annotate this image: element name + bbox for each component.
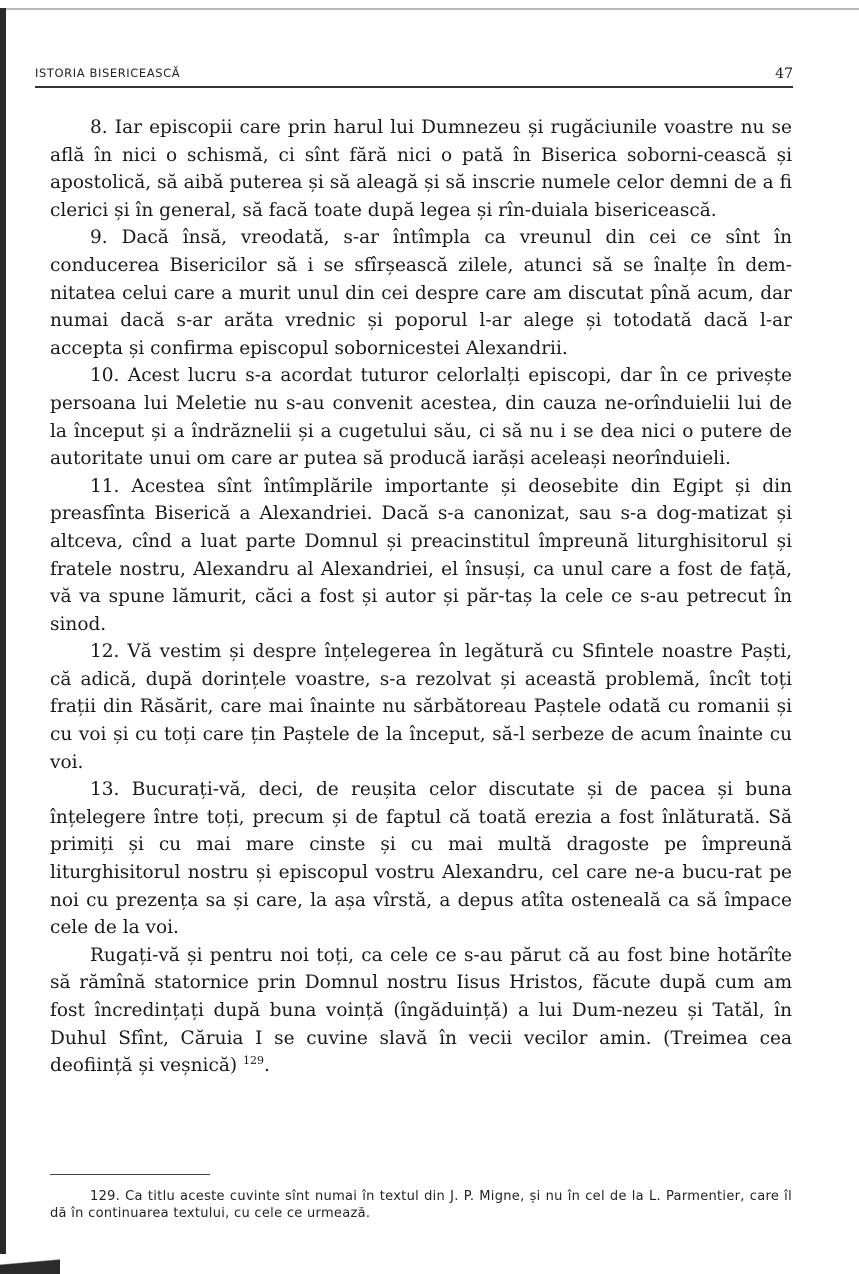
book-spine-shadow xyxy=(0,8,6,1270)
closing-text: Rugați-vă și pentru noi toți, ca cele ce s-au părut că au fost bine hotărîte să rămînă statornice prin Domnul nostru Iisus Hristos, făcute după cum am fost încredințați după buna voință (îngăduință) a lui Dum-nezeu și Tatăl, în Duhul Sfînt, Căruia I se cuvine slavă în vecii vecilor amin. (Treimea cea deoființă și veșnică) xyxy=(50,944,792,1077)
footnote-129: 129. Ca titlu aceste cuvinte sînt numai în textul din J. P. Migne, și nu în cel de la L. Parmentier, care îl dă în continuarea textului, cu cele ce urmează. xyxy=(50,1189,792,1221)
paragraph-12: 12. Vă vestim și despre înțelegerea în legătură cu Sfintele noastre Paști, că adică, după dorințele voastre, s-a rezolvat și această problemă, încît toți frații din Răsărit, care mai înainte nu sărbătoreau Paștele odată cu romanii și cu voi și cu toți care țin Paștele de la început, să-l serbeze de acum înainte cu voi. xyxy=(50,641,792,773)
header-rule xyxy=(35,86,793,88)
paragraph-10: 10. Acest lucru s-a acordat tuturor celorlalți episcopi, dar în ce privește persoana lui Meletie nu s-au convenit acestea, din cauza ne-orînduielii lui de la început și a îndrăznelii și a cugetului său, ci să nu i se dea nici o putere de autoritate unui om care ar putea să producă iarăși aceleași neorînduieli. xyxy=(50,365,792,470)
paragraph-8: 8. Iar episcopii care prin harul lui Dumnezeu și rugăciunile voastre nu se află în nici o schismă, ci sînt fără nici o pată în Biserica soborni-cească și apostolică, să aibă puterea și să aleagă și să inscrie numele celor demni de a fi clerici și în general, să facă toate după legea și rîn-duiala bisericească. xyxy=(50,117,792,221)
footnote-rule xyxy=(50,1174,210,1175)
page-number: 47 xyxy=(775,66,793,82)
page-corner-shadow xyxy=(0,1254,60,1274)
running-title: ISTORIA BISERICEASCĂ xyxy=(35,66,181,80)
footnote-reference: 129 xyxy=(242,1054,264,1068)
paragraph-13: 13. Bucurați-vă, deci, de reușita celor discutate și de pacea și buna înțelegere între toți, precum și de faptul că toată erezia a fost înlăturată. Să primiți și cu mai mare cinste și cu mai multă dragoste pe împreună liturghisitorul nostru și episcopul vostru Alexandru, cel care ne-a bucu-rat pe noi cu prezența sa și care, la așa vîrstă, a depus atîta osteneală ca să împace cele de la voi. xyxy=(50,779,792,939)
page-top-edge xyxy=(0,8,859,10)
paragraph-closing: Rugați-vă și pentru noi toți, ca cele ce s-au părut că au fost bine hotărîte să rămînă statornice prin Domnul nostru Iisus Hristos, făcute după cum am fost încredințați după buna voință (îngăduință) a lui Dum-nezeu și Tatăl, în Duhul Sfînt, Căruia I se cuvine slavă în vecii vecilor amin. (Treimea cea deoființă și veșnică) $^{129}$. xyxy=(50,944,792,1077)
body-text xyxy=(50,114,792,1080)
paragraph-9: 9. Dacă însă, vreodată, s-ar întîmpla ca vreunul din cei ce sînt în conducerea Bisericilor să i se sfîrșească zilele, atunci să se înalțe în dem-nitatea celui care a murit unul din cei despre care am discutat pînă acum, dar numai dacă s-ar arăta vrednic și poporul l-ar alege și totodată dacă l-ar accepta și confirma episcopul sobornicestei Alexandrii. xyxy=(50,227,792,359)
page-header xyxy=(35,66,793,84)
paragraph-11: 11. Acestea sînt întîmplările importante și deosebite din Egipt și din preasfînta Biserică a Alexandriei. Dacă s-a canonizat, sau s-a dog-matizat și altceva, cînd a luat parte Domnul și preacinstitul împreună liturghisitorul și fratele nostru, Alexandru al Alexandriei, el însuși, ca unul care a fost de față, vă va spune lămurit, căci a fost și autor și păr-taș la cele ce s-au petrecut în sinod. xyxy=(50,475,792,635)
